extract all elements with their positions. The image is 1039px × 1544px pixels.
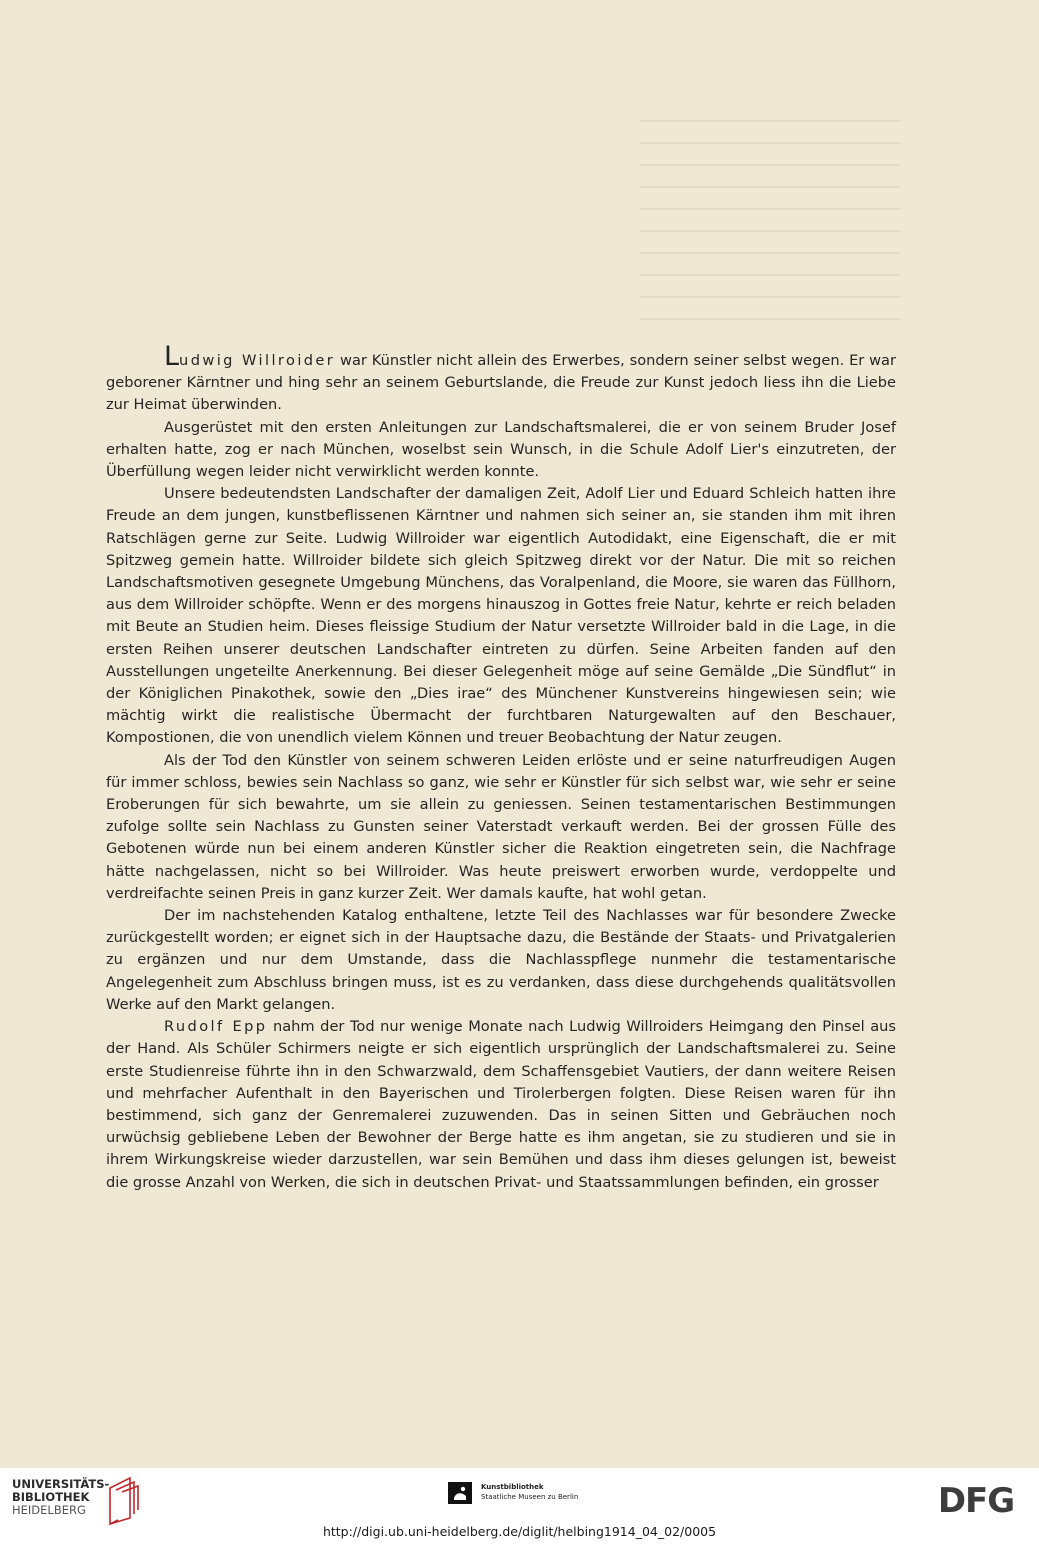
source-url[interactable]: http://digi.ub.uni-heidelberg.de/diglit/helbing1914_04_02/0005: [322, 1524, 717, 1539]
paragraph-1: [106, 341, 896, 417]
paragraph-5: Der im nachstehenden Katalog enthaltene, letzte Teil des Nachlasses war für besondere Zwecke zurückgestellt worden; er eignet sich in der Hauptsache dazu, die Bestände der Staats- und Privatgalerien zu ergänzen und nur dem Umstande, dass die Nachlasspflege nunmehr die testamentarische Angelegenheit zum Abschluss bringen muss, ist es zu verdanken, dass diese durchgehends qualitätsvollen Werke auf den Markt gelangen.: [106, 907, 896, 1013]
dfg-logo: [926, 1482, 1026, 1516]
kb-line-2: Staatliche Museen zu Berlin: [481, 1493, 579, 1501]
bleed-through-texture: [640, 120, 900, 320]
paragraph-3: Unsere bedeutendsten Landschafter der damaligen Zeit, Adolf Lier und Eduard Schleich hatten ihre Freude an dem jungen, kunstbeflissenen Kärntner und nahmen sich seiner an, sie standen ihm mit ihren Ratschlägen gerne zur Seite. Ludwig Willroider war eigentlich Autodidakt, eine Eigenschaft, die er mit Spitzweg gemein hatte. Willroider bildete sich gleich Spitzweg direkt vor der Natur. Die mit so reichen Landschaftsmotiven gesegnete Umgebung Münchens, das Voralpenland, die Moore, sie waren das Füllhorn, aus dem Willroider schöpfte. Wenn er des morgens hinauszog in Gottes freie Natur, kehrte er reich beladen mit Beute an Studien heim. Dieses fleissige Studium der Natur versetzte Willroider bald in die Lage, in die ersten Reihen unserer deutschen Landschafter eintreten zu dürfen. Seine Arbeiten fanden auf den Ausstellungen ungeteilte Anerkennung. Bei dieser Gelegenheit möge auf seine Gemälde „Die Sündflut“ in der Königlichen Pinakothek, sowie den „Dies irae“ des Münchener Kunstvereins hingewiesen sein; wie mächtig wirkt die realistische Übermacht der furchtbaren Naturgewalten auf den Beschauer, Kompostionen, die von unendlich vielem Können und treuer Beobachtung der Natur zeugen.: [106, 485, 896, 747]
ub-line-3: HEIDELBERG: [12, 1503, 86, 1517]
kunstbibliothek-wordmark: [481, 1482, 578, 1502]
paragraph-text: war Künstler nicht allein des Erwerbes, sondern seiner selbst wegen. Er war geborener Kärntner und hing sehr an seinem Geburtslande, die Freude zur Kunst jedoch liess ihn die Liebe zur Heimat überwinden.: [106, 352, 896, 414]
initial-letter: L: [164, 341, 180, 372]
name-spaced: Rudolf Epp: [164, 1018, 268, 1036]
ub-heidelberg-logo-icon: [104, 1474, 144, 1526]
paragraph-6: [106, 1016, 896, 1194]
article-body: [106, 341, 896, 1194]
paragraph-4: Als der Tod den Künstler von seinem schweren Leiden erlöste und er seine naturfreudigen Augen für immer schloss, bewies sein Nachlass so ganz, wie sehr er Künstler für sich selbst war, wie sehr er seine Eroberungen für sich bewahrte, um sie allein zu geniessen. Seinen testamentarischen Bestimmungen zufolge sollte sein Nachlass zu Gunsten seiner Vaterstadt verkauft werden. Bei der grossen Fülle des Gebotenen würde nun bei einem anderen Künstler sicher die Reaktion eingetreten sein, die Nachfrage hätte nachgelassen, nicht so bei Willroider. Was heute preiswert erworben wurde, verdoppelte und verdreifachte seinen Preis in ganz kurzer Zeit. Wer damals kaufte, hat wohl getan.: [106, 751, 896, 902]
kunstbibliothek-logo-icon: [446, 1480, 474, 1506]
kb-line-1: Kunstbibliothek: [481, 1483, 544, 1491]
digitization-footer: [0, 1468, 1039, 1544]
paragraph-2: Ausgerüstet mit den ersten Anleitungen zur Landschaftsmalerei, die er von seinem Bruder Josef erhalten hatte, zog er nach München, woselbst sein Wunsch, in die Schule Adolf Lier's einzutreten, der Überfüllung wegen leider nicht verwirklicht werden konnte.: [106, 418, 896, 481]
name-spaced: udwig Willroider: [179, 352, 336, 369]
ub-heidelberg-wordmark: [12, 1478, 109, 1517]
ub-line-2: BIBLIOTHEK: [12, 1490, 90, 1504]
paragraph-text: nahm der Tod nur wenige Monate nach Ludwig Willroiders Heimgang den Pinsel aus der Hand. Als Schüler Schirmers neigte er sich eigentlich ursprünglich der Landschaftsmalerei zu. Seine erste Studienreise führte ihn in den Schwarzwald, dem Schaffensgebiet Vautiers, der dann weitere Reisen und mehrfacher Aufenthalt in den Bayerischen und Tirolerbergen folgten. Diese Reisen waren für ihn bestimmend, sich ganz der Genremalerei zuzuwenden. Das in seinen Sitten und Gebräuchen noch urwüchsig gebliebene Leben der Bewohner der Berge hatte es ihm angetan, sie zu studieren und sie in ihrem Wirkungskreise wieder darzustellen, war sein Bemühen und dass ihm dieses gelungen ist, beweist die grosse Anzahl von Werken, die sich in deutschen Privat- und Staatssammlungen befinden, ein grosser: [106, 1018, 896, 1191]
ub-line-1: UNIVERSITÄTS-: [12, 1477, 110, 1491]
dfg-label: DFG: [937, 1482, 1015, 1516]
